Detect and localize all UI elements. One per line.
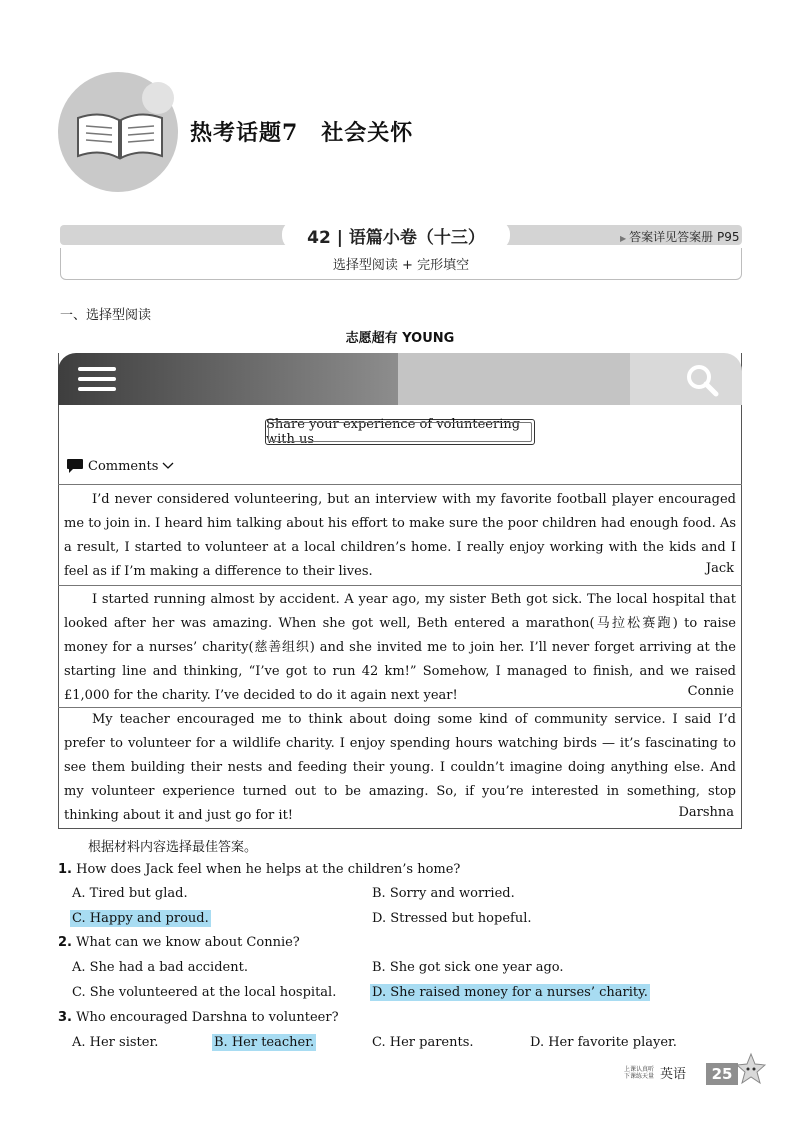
- question-stem: [58, 862, 460, 877]
- open-book-icon: [70, 106, 170, 166]
- top-bar-middle: [398, 353, 630, 405]
- star-mascot-icon: [736, 1052, 766, 1086]
- search-icon[interactable]: [684, 363, 720, 397]
- question-number: 2.: [58, 935, 72, 950]
- banner-title-pill: [282, 220, 510, 250]
- page-footer: [624, 1063, 686, 1082]
- answer-option[interactable]: C. Her parents.: [372, 1035, 474, 1050]
- post-author: Darshna: [678, 805, 734, 820]
- answer-option-selected[interactable]: [212, 1035, 316, 1050]
- comment-post: [64, 708, 736, 828]
- answer-option[interactable]: C. She volunteered at the local hospital.: [72, 985, 337, 1000]
- footer-slogan-line: 上课认真听: [624, 1065, 655, 1073]
- question-stem: [58, 935, 300, 950]
- question-text: How does Jack feel when he helps at the children’s home?: [76, 862, 461, 877]
- answer-option-selected[interactable]: [370, 985, 650, 1000]
- answer-option[interactable]: A. Tired but glad.: [72, 886, 188, 901]
- comment-post: [64, 488, 736, 584]
- question-text: Who encouraged Darshna to volunteer?: [76, 1010, 339, 1025]
- top-bar-right: [630, 353, 742, 405]
- comments-label: Comments: [88, 458, 159, 474]
- post-author: Jack: [705, 561, 734, 576]
- section-heading: 一、选择型阅读: [60, 308, 152, 323]
- triangle-icon: ▶: [620, 234, 627, 243]
- question-stem: [58, 1010, 339, 1025]
- share-experience-button[interactable]: [265, 419, 535, 445]
- comments-toggle[interactable]: [66, 458, 174, 474]
- post-divider: [58, 484, 742, 485]
- footer-subject: 英语: [660, 1067, 687, 1082]
- answer-option[interactable]: D. Stressed but hopeful.: [372, 911, 532, 926]
- answer-option[interactable]: B. She got sick one year ago.: [372, 960, 564, 975]
- footer-slogan: [624, 1066, 654, 1080]
- post-divider: [58, 585, 742, 586]
- question-number: 1.: [58, 862, 72, 877]
- comment-post: [64, 588, 736, 708]
- question-number: 3.: [58, 1010, 72, 1025]
- question-text: What can we know about Connie?: [76, 935, 300, 950]
- post-text: I started running almost by accident. A year ago, my sister Beth got sick. The local hospital that looked after her was amazing. When she got well, Beth entered a marathon(马拉松赛跑) to raise money for a nurses’ charity(慈善组织) and she invited me to join her. I’ll never forget arriving at the starting line and thinking, “I’ve got to run 42 km!” Somehow, I managed to finish, and we raised £1,000 for the charity. I’ve decided to do it again next year!: [64, 592, 736, 703]
- answer-option[interactable]: D. Her favorite player.: [530, 1035, 677, 1050]
- highlighted-answer: C. Happy and proud.: [72, 911, 209, 926]
- question-instruction: 根据材料内容选择最佳答案。: [88, 840, 258, 855]
- app-top-bar: [58, 353, 742, 405]
- answer-option[interactable]: B. Sorry and worried.: [372, 886, 515, 901]
- answer-option[interactable]: A. She had a bad accident.: [72, 960, 248, 975]
- answer-reference-text: 答案详见答案册 P95: [629, 230, 740, 244]
- post-text: My teacher encouraged me to think about doing some kind of community service. I said I’d prefer to volunteer for a wildlife charity. I enjoy spending hours watching birds — it’s fascinating to see them building their nests and feeding their young. I couldn’t imagine doing anything else. And my volunteer experience turned out to be amazing. So, if you’re interested in something, stop thinking about it and just go for it!: [64, 712, 736, 823]
- answer-option[interactable]: A. Her sister.: [72, 1035, 159, 1050]
- passage-title: 志愿超有 YOUNG: [345, 331, 455, 346]
- page-number: 25: [706, 1063, 738, 1085]
- hamburger-menu-icon[interactable]: [78, 367, 116, 391]
- topic-title: 热考话题7 社会关怀: [190, 120, 414, 146]
- highlighted-answer: D. She raised money for a nurses’ charity.: [372, 985, 648, 1000]
- post-author: Connie: [687, 684, 734, 699]
- answer-reference: [620, 228, 739, 245]
- chevron-down-icon: [162, 462, 174, 470]
- speech-bubble-icon: [66, 458, 84, 474]
- share-experience-label: Share your experience of volunteering with us: [266, 417, 521, 447]
- banner-subtitle: 选择型阅读 + 完形填空: [60, 248, 742, 280]
- highlighted-answer: B. Her teacher.: [214, 1035, 315, 1050]
- answer-option-selected[interactable]: [70, 911, 211, 926]
- banner-title: 42 | 语篇小卷（十三）: [307, 227, 485, 248]
- footer-slogan-line: 下课练天量: [624, 1072, 655, 1080]
- top-bar-left: [58, 353, 398, 405]
- post-text: I’d never considered volunteering, but an interview with my favorite football player encouraged me to join in. I heard him talking about his effort to make sure the poor children had enough food. As a result, I started to volunteer at a local children’s home. I really enjoy working with the kids and I feel as if I’m making a difference to their lives.: [64, 492, 736, 579]
